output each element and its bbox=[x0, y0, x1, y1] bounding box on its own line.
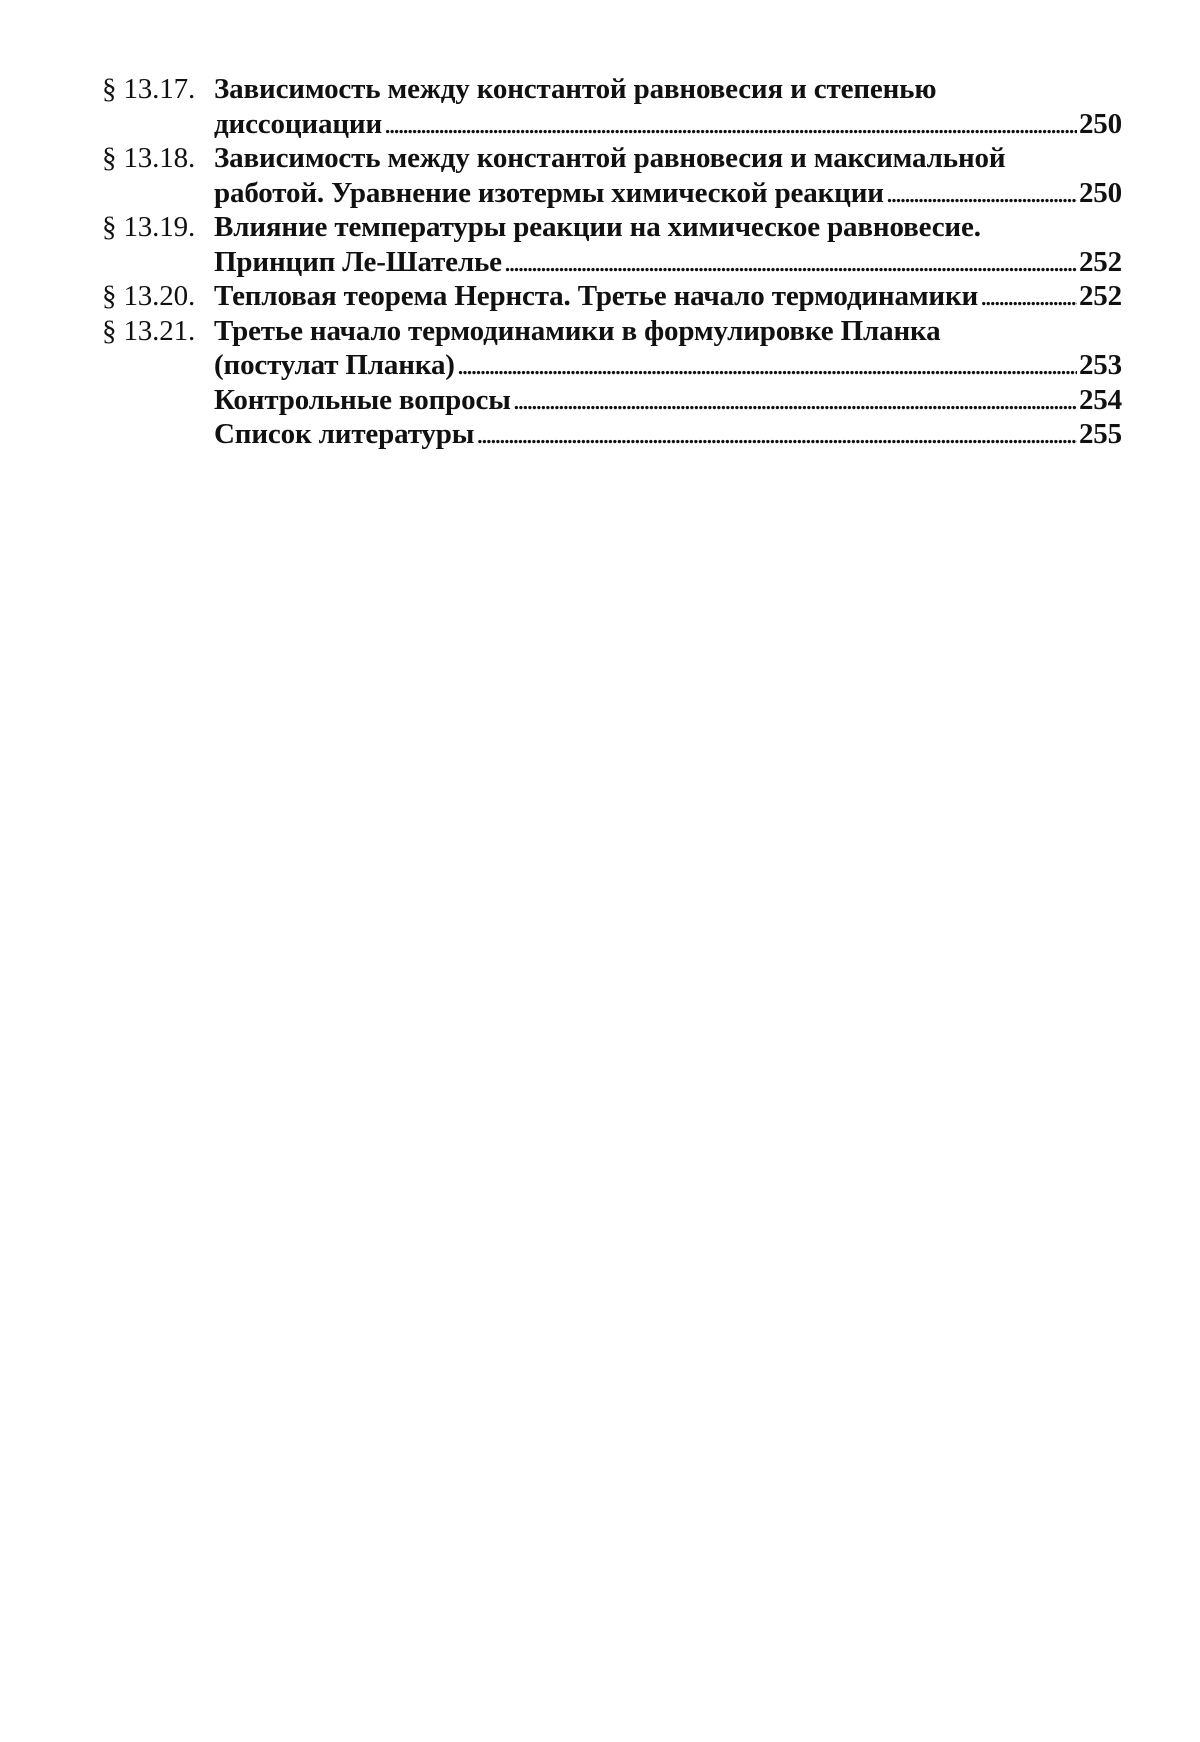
toc-entry-13-19 bbox=[102, 210, 1122, 279]
section-number bbox=[102, 417, 214, 452]
entry-title-line: Зависимость между константой равновесия и максимальной bbox=[214, 142, 1006, 174]
entry-title-line: работой. Уравнение изотермы химической реакции bbox=[214, 176, 884, 209]
entry-title-line: Список литературы bbox=[214, 418, 475, 450]
toc-entry-review-questions bbox=[102, 383, 1122, 418]
toc-entry-13-18 bbox=[102, 141, 1122, 210]
toc-entry-13-20 bbox=[102, 279, 1122, 314]
entry-body bbox=[214, 314, 1122, 383]
entry-title-line: диссоциации bbox=[214, 107, 383, 140]
entry-body bbox=[214, 279, 1122, 314]
section-number: § 13.18. bbox=[102, 142, 196, 174]
page-number: 252 bbox=[1078, 280, 1122, 312]
entry-title-line: Зависимость между константой равновесия и степенью bbox=[214, 73, 937, 105]
entry-leader-line bbox=[214, 417, 1122, 452]
toc-entry-13-21 bbox=[102, 314, 1122, 383]
entry-leader-line bbox=[214, 348, 1122, 383]
entry-body bbox=[214, 72, 1122, 141]
page-number: 250 bbox=[1078, 107, 1122, 140]
section-number: § 13.21. bbox=[102, 314, 196, 347]
entry-title-line: Влияние температуры реакции на химическое равновесие. bbox=[214, 211, 981, 243]
section-number bbox=[102, 383, 214, 418]
entry-leader-line bbox=[214, 383, 1122, 418]
entry-body bbox=[214, 417, 1122, 452]
entry-leader-line bbox=[214, 107, 1122, 142]
dot-leader bbox=[384, 107, 1077, 142]
entry-body bbox=[214, 210, 1122, 279]
entry-leader-line bbox=[214, 279, 1122, 314]
entry-title-line: Контрольные вопросы bbox=[214, 383, 511, 416]
section-number: § 13.20. bbox=[102, 280, 196, 312]
entry-leader-line bbox=[214, 176, 1122, 211]
section-number: § 13.19. bbox=[102, 211, 196, 243]
entry-title-line: Тепловая теорема Нернста. Третье начало термодинамики bbox=[214, 280, 979, 312]
entry-leader-line bbox=[214, 245, 1122, 280]
dot-leader bbox=[513, 383, 1077, 418]
entry-title-line: Принцип Ле-Шателье bbox=[214, 245, 502, 278]
entry-body bbox=[214, 141, 1122, 210]
page-number: 255 bbox=[1078, 418, 1122, 450]
toc-entry-13-17 bbox=[102, 72, 1122, 141]
table-of-contents bbox=[102, 72, 1122, 452]
page-number: 250 bbox=[1078, 176, 1122, 209]
dot-leader bbox=[476, 417, 1077, 452]
entry-title-line: Третье начало термодинамики в формулировке Планка bbox=[214, 314, 941, 347]
dot-leader bbox=[504, 245, 1077, 280]
dot-leader bbox=[457, 348, 1077, 383]
dot-leader bbox=[886, 176, 1077, 211]
dot-leader bbox=[980, 279, 1077, 314]
page-number: 252 bbox=[1078, 245, 1122, 278]
entry-title-line: (постулат Планка) bbox=[214, 349, 455, 381]
toc-entry-bibliography bbox=[102, 417, 1122, 452]
entry-body bbox=[214, 383, 1122, 418]
page-number: 254 bbox=[1078, 383, 1122, 416]
page-number: 253 bbox=[1078, 349, 1122, 381]
section-number: § 13.17. bbox=[102, 73, 196, 105]
